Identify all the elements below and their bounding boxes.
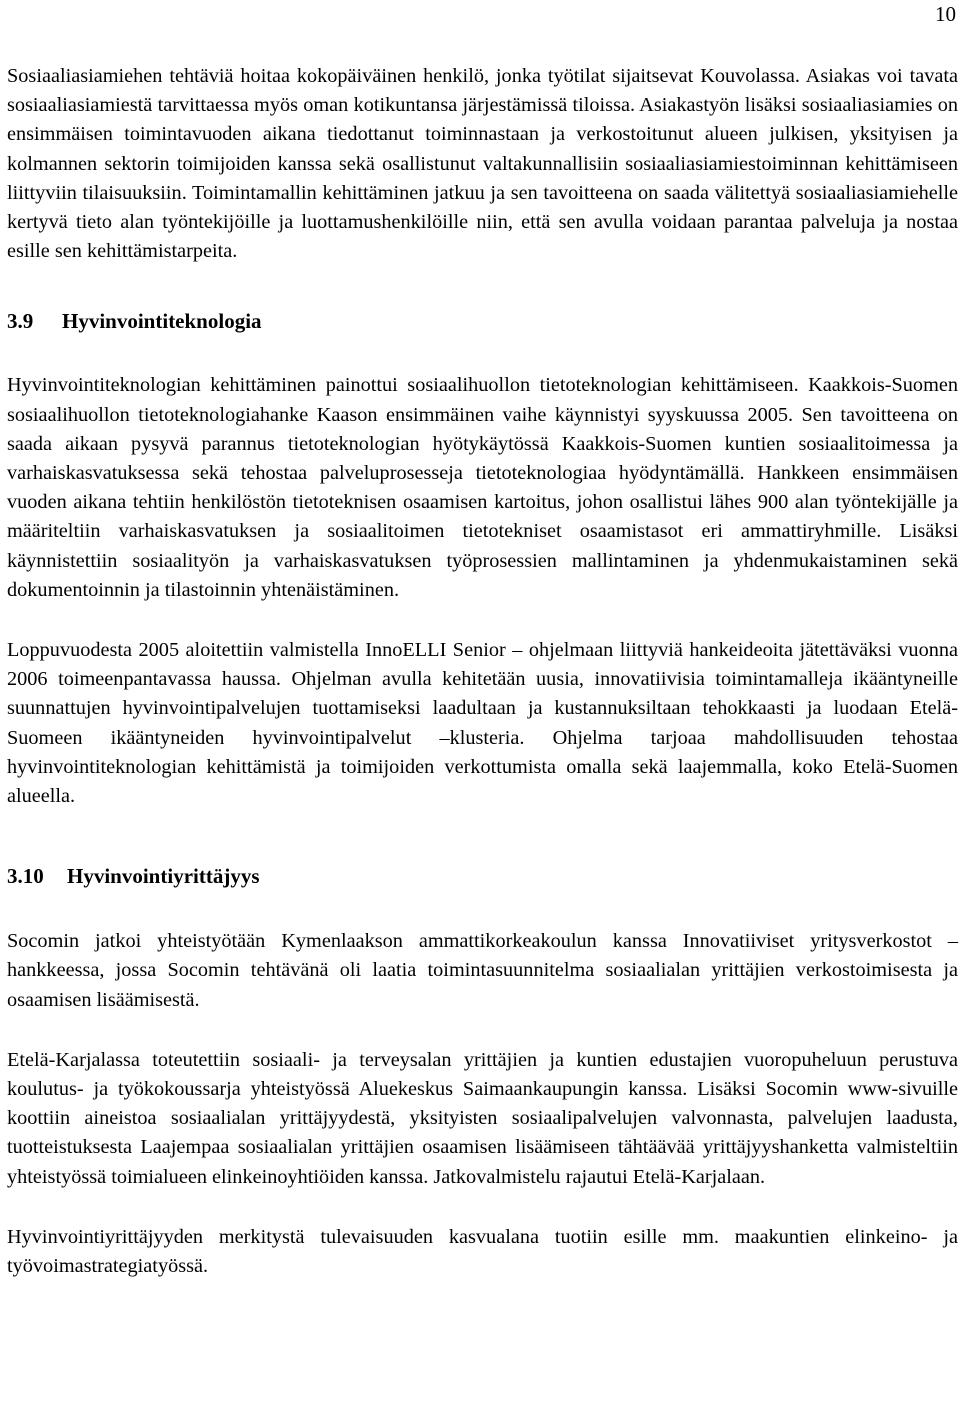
document-body <box>7 62 958 1281</box>
section-heading-3-10 <box>7 862 958 891</box>
paragraph-3-9-2: Loppuvuodesta 2005 aloitettiin valmistella InnoELLI Senior – ohjelmaan liittyviä hankeideoita jätettäväksi vuonna 2006 toimeenpantavassa haussa. Ohjelman avulla kehitetään uusia, innovatiivisia toimintamalleja ikääntyneille suunnattujen hyvinvointipalvelujen tuottamiseksi laadultaan ja kustannuksiltaan tehokkaasti ja luodaan Etelä-Suomeen ikääntyneiden hyvinvointipalvelut –klusteria. Ohjelma tarjoaa mahdollisuuden tehostaa hyvinvointiteknologian kehittämistä ja toimijoiden verkottumista omalla sekä laajemmalla, koko Etelä-Suomen alueella. <box>7 639 958 808</box>
section-number: 3.9 <box>7 309 34 334</box>
section-heading-3-9 <box>7 307 958 336</box>
paragraph-3-10-1: Socomin jatkoi yhteistyötään Kymenlaakson ammattikorkeakoulun kanssa Innovatiiviset yritysverkostot –hankkeessa, jossa Socomin tehtävänä oli laatia toimintasuunnitelma sosiaalialan yrittäjien verkostoimisesta ja osaamisen lisäämisestä. <box>7 930 958 1011</box>
paragraph-3-10-3: Hyvinvointiyrittäjyyden merkitystä tulevaisuuden kasvualana tuotiin esille mm. maakuntien elinkeino- ja työvoimastrategiatyössä. <box>7 1225 958 1278</box>
intro-paragraph: Sosiaaliasiamiehen tehtäviä hoitaa kokopäiväinen henkilö, jonka työtilat sijaitsevat Kouvolassa. Asiakas voi tavata sosiaaliasiamiestä tarvittaessa myös oman kotikuntansa järjestämissä tiloissa. Asiakastyön lisäksi sosiaaliasiamies on ensimmäisen toimintavuoden aikana tiedottanut toiminnastaan ja verkostoitunut alueen julkisen, yksityisen ja kolmannen sektorin toimijoiden kanssa sekä osallistunut valtakunnallisiin sosiaaliasiamiestoiminnan kehittämiseen liittyviin tilaisuuksiin. Toimintamallin kehittäminen jatkuu ja sen tavoitteena on saada välitettyä sosiaaliasiamiehelle kertyvä tieto alan työntekijöille ja luottamushenkilöille niin, että sen avulla voidaan parantaa palveluja ja nostaa esille sen kehittämistarpeita. <box>7 65 958 263</box>
section-title: Hyvinvointiteknologia <box>62 309 262 334</box>
section-number: 3.10 <box>7 864 44 889</box>
paragraph-3-9-1: Hyvinvointiteknologian kehittäminen painottui sosiaalihuollon tietoteknologian kehittämiseen. Kaakkois-Suomen sosiaalihuollon tietoteknologiahanke Kaason ensimmäinen vaihe käynnistyi syyskuussa 2005. Sen tavoitteena on saada aikaan pysyvä parannus tietoteknologian hyötykäytössä Kaakkois-Suomen kuntien sosiaalitoimessa ja varhaiskasvatuksessa sekä tehostaa palveluprosesseja tietoteknologiaa hyödyntämällä. Hankkeen ensimmäisen vuoden aikana tehtiin henkilöstön tietoteknisen osaamisen kartoitus, johon osallistui lähes 900 alan työntekijälle ja määriteltiin varhaiskasvatuksen ja sosiaalitoimen tietotekniset osaamistasot eri ammattiryhmille. Lisäksi käynnistettiin sosiaalityön ja varhaiskasvatuksen työprosessien mallintaminen ja yhdenmukaistaminen sekä dokumentoinnin ja tilastoinnin yhtenäistäminen. <box>7 374 958 601</box>
page-number: 10 <box>935 2 956 26</box>
paragraph-3-10-2: Etelä-Karjalassa toteutettiin sosiaali- ja terveysalan yrittäjien ja kuntien edustajien vuoropuheluun perustuva koulutus- ja työkokoussarja yhteistyössä Aluekeskus Saimaankaupungin kanssa. Lisäksi Socomin www-sivuille koottiin aineistoa sosiaalialan yrittäjyydestä, yksityisten sosiaalipalvelujen valvonnasta, palvelujen laadusta, tuotteistuksesta Laajempaa sosiaalialan yrittäjien osaamisen lisäämiseen tähtäävää yrittäjyyshanketta valmisteltiin yhteistyössä toimialueen elinkeinoyhtiöiden kanssa. Jatkovalmistelu rajautui Etelä-Karjalaan. <box>7 1048 958 1188</box>
section-title: Hyvinvointiyrittäjyys <box>67 864 260 889</box>
